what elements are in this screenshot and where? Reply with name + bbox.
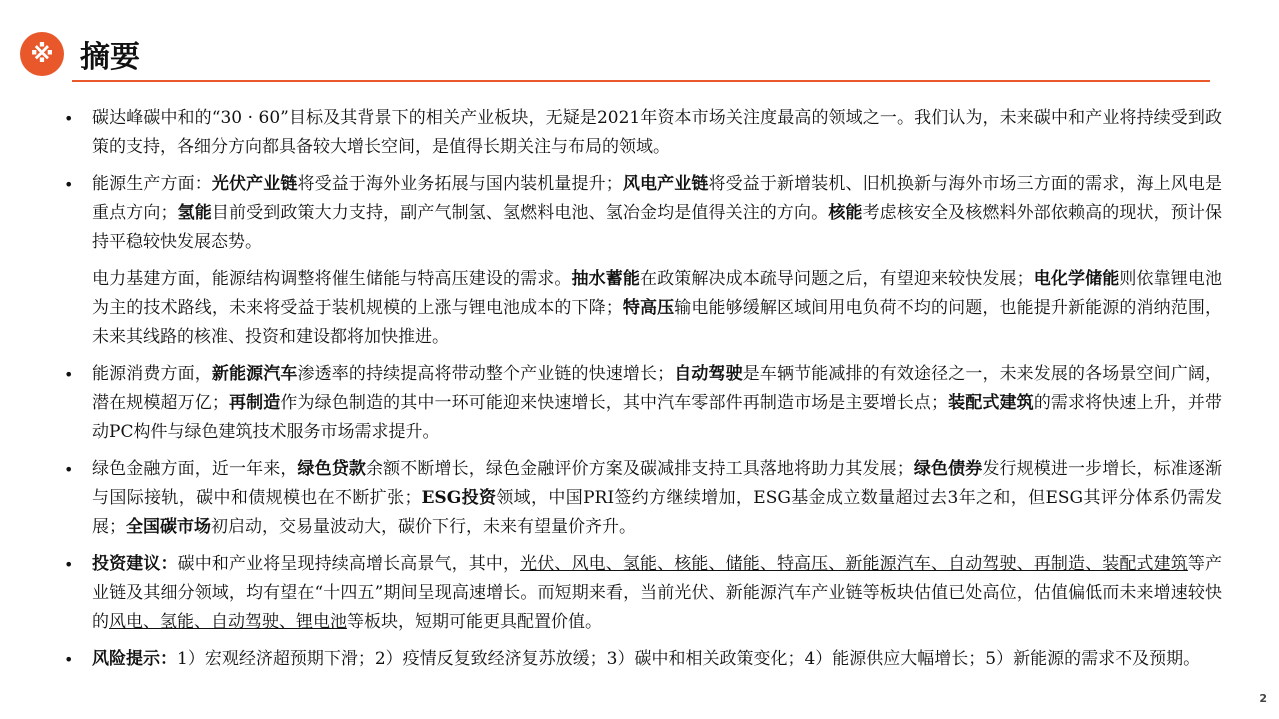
bold-keyword: 光伏产业链	[211, 174, 298, 194]
text-segment: 电力基建方面，能源结构调整将催生储能与特高压建设的需求。	[92, 269, 572, 289]
header-divider	[72, 80, 1210, 82]
underlined-text: 光伏、风电、氢能、核能、储能、特高压、新能源汽车、自动驾驶、再制造、装配式建筑	[520, 554, 1188, 574]
text-segment: 是车辆节能减排的有效途径之一，未来发展的各场景空间广阔，潜在规模超万亿；	[92, 364, 1223, 413]
bold-keyword: 新能源汽车	[211, 364, 298, 384]
page-title: 摘要	[80, 40, 140, 75]
bullet-paragraph	[62, 104, 1222, 162]
bold-keyword: 特高压	[622, 298, 675, 318]
text-segment: 目前受到政策大力支持，副产气制氢、氢燃料电池、氢冶金均是值得关注的方向。	[211, 203, 829, 223]
summary-content	[62, 104, 1222, 682]
bold-keyword: 风电产业链	[622, 174, 709, 194]
bold-keyword: 核能	[828, 203, 863, 223]
text-segment: 能源生产方面：	[92, 174, 212, 194]
text-segment: 作为绿色制造的其中一环可能迎来快速增长，其中汽车零部件再制造市场是主要增长点；	[280, 393, 949, 413]
text-segment: 绿色金融方面，近一年来，	[92, 459, 298, 479]
underlined-text: 风电、氢能、自动驾驶、锂电池	[109, 612, 347, 632]
bold-keyword: 再制造	[228, 393, 281, 413]
text-segment: 领域，中国PRI签约方继续增加，ESG基金成立数量超过去3年之和，但ESG其评分体系仍需发展；	[92, 488, 1222, 537]
bullet-paragraph	[62, 550, 1222, 637]
text-segment: 初启动，交易量波动大，碳价下行，未来有望量价齐升。	[211, 517, 636, 537]
bold-keyword: 绿色债券	[913, 459, 983, 479]
sub-paragraph	[62, 265, 1222, 352]
bullet-paragraph	[62, 360, 1222, 447]
bullet-paragraph	[62, 170, 1222, 257]
text-segment: 在政策解决成本疏导问题之后，有望迎来较快发展；	[639, 269, 1034, 289]
page-header	[20, 32, 140, 76]
text-segment: 碳中和产业将呈现持续高增长高景气，其中，	[177, 554, 521, 574]
bold-keyword: 装配式建筑	[948, 393, 1034, 413]
text-segment: 碳达峰碳中和的“30 · 60”目标及其背景下的相关产业板块，无疑是2021年资本市场关注度最高的领域之一。我们认为，未来碳中和产业将持续受到政策的支持，各细分方向都具备较大增长空间，是值得长期关注与布局的领域。	[92, 108, 1222, 157]
text-segment: 1）宏观经济超预期下滑；2）疫情反复致经济复苏放缓；3）碳中和相关政策变化；4）能源供应大幅增长；5）新能源的需求不及预期。	[177, 649, 1201, 669]
bold-keyword: 电化学储能	[1033, 269, 1120, 289]
text-segment: 渗透率的持续提高将带动整个产业链的快速增长；	[297, 364, 675, 384]
text-segment: 等板块，短期可能更具配置价值。	[347, 612, 602, 632]
asterisk-icon: ※	[20, 32, 64, 76]
text-segment: 发行规模进一步增长，标准逐渐与国际接轨，碳中和债规模也在不断扩张；	[92, 459, 1223, 508]
page-number: 2	[1259, 692, 1267, 705]
bullet-paragraph	[62, 455, 1222, 542]
bold-keyword: ESG投资	[421, 488, 497, 508]
text-segment: 输电能够缓解区域间用电负荷不均的问题，也能提升新能源的消纳范围，未来其线路的核准、投资和建设都将加快推进。	[92, 298, 1223, 347]
text-segment: 等产业链及其细分领域，均有望在“十四五”期间呈现高速增长。而短期来看，当前光伏、新能源汽车产业链等板块估值已处高位，估值偏低而未来增速较快的	[92, 554, 1223, 632]
bold-keyword: 风险提示：	[92, 649, 177, 669]
bold-keyword: 全国碳市场	[126, 517, 211, 537]
bold-keyword: 绿色贷款	[297, 459, 366, 479]
text-segment: 能源消费方面，	[92, 364, 212, 384]
text-segment: 余额不断增长，绿色金融评价方案及碳减排支持工具落地将助力其发展；	[365, 459, 914, 479]
bold-keyword: 投资建议：	[92, 554, 178, 574]
bold-keyword: 氢能	[177, 203, 212, 223]
text-segment: 的需求将快速上升，并带动PC构件与绿色建筑技术服务市场需求提升。	[92, 393, 1223, 442]
bullet-paragraph	[62, 645, 1222, 674]
bold-keyword: 自动驾驶	[674, 364, 743, 384]
text-segment: 将受益于新增装机、旧机换新与海外市场三方面的需求，海上风电是重点方向；	[92, 174, 1223, 223]
text-segment: 考虑核安全及核燃料外部依赖高的现状，预计保持平稳较快发展态势。	[92, 203, 1223, 252]
bold-keyword: 抽水蓄能	[571, 269, 640, 289]
text-segment: 则依靠锂电池为主的技术路线，未来将受益于装机规模的上涨与锂电池成本的下降；	[92, 269, 1223, 318]
text-segment: 将受益于海外业务拓展与国内装机量提升；	[297, 174, 623, 194]
